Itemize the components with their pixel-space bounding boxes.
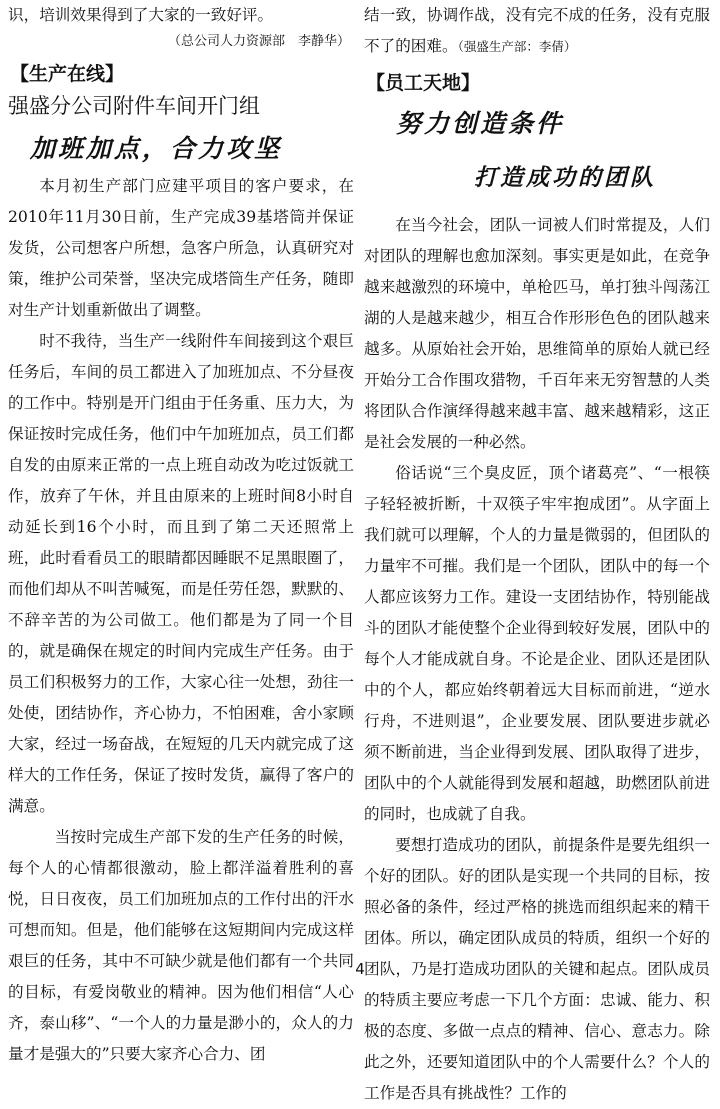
- article-paragraph: 本月初生产部门应建平项目的客户要求，在2010年11月30日前，生产完成39基塔筒并保证发货，公司想客户所想，急客户所急，认真研究对策，维护公司荣誉，坚决完成塔筒生产任务，随即对生产计划重新做出了调整。: [8, 177, 354, 319]
- left-column: [8, 0, 354, 1070]
- article-title-line-1: 努力创造条件: [396, 109, 565, 138]
- continuation-text: 结一致，协调作战，没有完不成的任务，没有克服不了的困难。: [364, 6, 710, 55]
- section-label-production: 【生产在线】: [10, 63, 125, 85]
- article-paragraph: 当按时完成生产部下发的生产任务的时候，每个人的心情都很激动，脸上都洋溢着胜利的喜悦，日日夜夜，员工们加班加点的工作付出的汗水可想而知。但是，他们能够在这短期间内完成这样艰巨的任务，其中不可缺少就是他们都有一个共同的目标，有爱岗敬业的精神。因为他们相信“人心齐，泰山移”、“一个人的力量是渺小的，众人的力量才是强大的”只要大家齐心合力、团: [8, 828, 354, 1063]
- article-title-line-2: 打造成功的团队: [474, 164, 656, 191]
- article-subheadline: 加班加点，合力攻坚: [30, 134, 283, 163]
- section-label-staff: 【员工天地】: [366, 72, 481, 94]
- previous-article-attribution: （总公司人力资源部 李静华）: [167, 34, 350, 49]
- previous-article-tail: 识，培训效果得到了大家的一致好评。: [8, 6, 274, 24]
- article-paragraph: 要想打造成功的团队，前提条件是要先组织一个好的团队。好的团队是实现一个共同的目标，按照必备的条件，经过严格的挑选而组织起来的精干团体。所以，确定团队成员的特质，组织一个好的团队，乃是打造成功团队的关键和起点。团队成员的特质主要应考虑一下几个方面：忠诚、能力、积极的态度、多做一点点的精神、信心、意志力。除此之外，还要知道团队中的个人需要什么？个人的工作是否具有挑战性？工作的: [364, 836, 710, 1102]
- right-column: [364, 0, 710, 1109]
- article-headline: 强盛分公司附件车间开门组: [8, 94, 260, 118]
- article-paragraph: 俗话说“三个臭皮匠，顶个诸葛亮”、“一根筷子轻轻被折断，十双筷子牢牢抱成团”。从字面上我们就可以理解，个人的力量是微弱的，但团队的力量牢不可摧。我们是一个团队，团队中的每一个人都应该努力工作。建设一支团结协作，特别能战斗的团队才能使整个企业得到较好发展，团队中的每个人才能成就自身。不论是企业、团队还是团队中的个人，都应始终朝着远大目标而前进，“逆水行舟，不进则退”，企业要发展、团队要进步就必须不断前进，当企业得到发展、团队取得了进步，团队中的个人就能得到发展和超越，助燃团队前进的同时，也成就了自我。: [364, 464, 710, 823]
- article-paragraph: 在当今社会，团队一词被人们时常提及，人们对团队的理解也愈加深刻。事实更是如此，在竞争越来越激烈的环境中，单枪匹马，单打独斗闯荡江湖的人是越来越少，相互合作形形色色的团队越来越多。从原始社会开始，思维简单的原始人就已经开始分工合作围攻猎物，千百年来无穷智慧的人类将团队合作演绎得越来越丰富、越来越精彩，这正是社会发展的一种必然。: [364, 216, 710, 451]
- continuation-attribution: （强盛生产部：李倩）: [457, 39, 577, 54]
- article-paragraph: 时不我待，当生产一线附件车间接到这个艰巨任务后，车间的员工都进入了加班加点、不分昼夜的工作中。特别是开门组由于任务重、压力大，为保证按时完成任务，他们中午加班加点，员工们都自发的由原来正常的一点上班自动改为吃过饭就工作，放弃了午休，并且由原来的上班时间8小时自动延长到16个小时，而且到了第二天还照常上班，此时看看员工的眼睛都因睡眠不足黑眼圈了，而他们却从不叫苦喊冤，而是任劳任怨，默默的、不辞辛苦的为公司做工。他们都是为了同一个目的，就是确保在规定的时间内完成生产任务。由于员工们积极努力的工作，大家心往一处想，劲往一处使，团结协作，齐心协力，不怕困难，舍小家顾大家，经过一场奋战，在短短的几天内就完成了这样大的工作任务，保证了按时发货，赢得了客户的满意。: [8, 332, 354, 815]
- article-continuation: [364, 0, 710, 62]
- page-number: 4: [355, 960, 365, 978]
